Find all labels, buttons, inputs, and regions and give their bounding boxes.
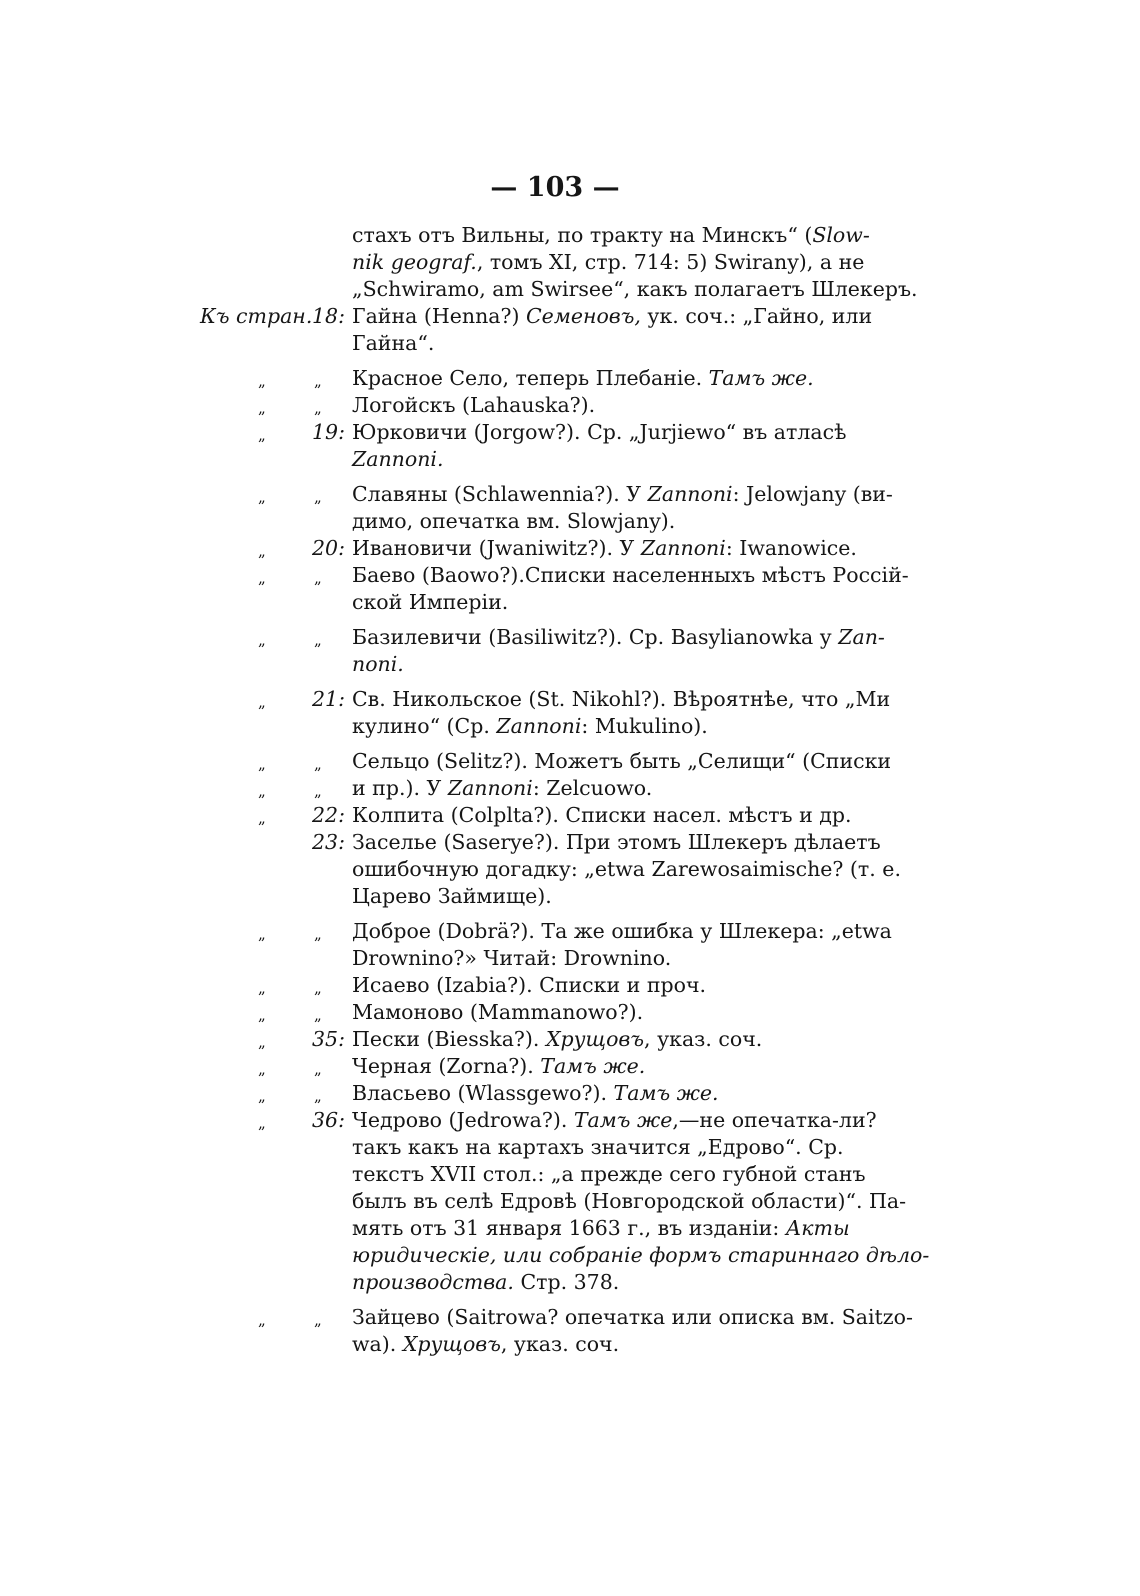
page-ref-number: 19: [312,420,345,444]
ditto-mark: „ [314,1087,322,1105]
ditto-mark: „ [258,1114,266,1132]
entry-text: Баево (Baowo?).Списки населенныхъ мѣстъ Россій- [352,563,909,587]
text-line [0,883,1140,910]
entry-line [0,999,1140,1026]
ditto-mark: „ [314,569,322,587]
ditto-mark: „ [314,755,322,773]
page-ref-label: Къ стран. [200,304,313,328]
ditto-mark: „ [314,399,322,417]
text-line [0,1269,1140,1296]
ditto-mark: „ [314,1311,322,1329]
text-line [0,713,1140,740]
text-line [0,1134,1140,1161]
line-text: „Schwiramo, am Swirsee“, какъ полагаетъ Шлекеръ. [352,277,918,301]
ditto-mark: „ [258,372,266,390]
entry-text: Исаево (Izabia?). Списки и проч. [352,973,707,997]
ditto-mark: „ [314,979,322,997]
entry-text: Логойскъ (Lahauska?). [352,393,596,417]
entry-line [0,419,1140,446]
text-line [0,1215,1140,1242]
text-line [0,945,1140,972]
entry-text: Чедрово (Jedrowa?). Тамъ же,—не опечатка-ли? [352,1108,877,1132]
text-line [0,1331,1140,1358]
page-ref-number: 22: [312,803,345,827]
entry-line [0,392,1140,419]
entry-line [0,624,1140,651]
entry-text: Св. Никольское (St. Nikohl?). Вѣроятнѣе, что „Ми [352,687,891,711]
text-line [0,446,1140,473]
text-line [0,222,1140,249]
page-number: — 103 — [490,172,620,203]
line-text: nik geograf., томъ XI, стр. 714: 5) Swirany), а не [352,250,865,274]
entry-text: Зайцево (Saitrowa? опечатка или описка вм. Saitzo- [352,1305,913,1329]
text-line [0,508,1140,535]
ditto-mark: „ [258,1033,266,1051]
ditto-mark: „ [258,1060,266,1078]
ditto-mark: „ [258,979,266,997]
ditto-mark: „ [258,755,266,773]
ditto-mark: „ [258,542,266,560]
ditto-mark: „ [258,693,266,711]
ditto-mark: „ [314,1006,322,1024]
entry-text: Юрковичи (Jorgow?). Ср. „Jurjiewo“ въ атласѣ [352,420,847,444]
ditto-mark: „ [258,782,266,800]
ditto-mark: „ [314,925,322,943]
entry-line [0,802,1140,829]
line-text: Гайна“. [352,331,435,355]
ditto-mark: „ [258,631,266,649]
entry-line [0,1026,1140,1053]
entry-text: Гайна (Henna?) Семеновъ, ук. соч.: „Гайно, или [352,304,873,328]
text-line [0,276,1140,303]
entry-line [0,481,1140,508]
line-text: юридическіе, или собраніе формъ стариннаго дѣло- [352,1243,930,1267]
line-text: ошибочную догадку: „etwa Zarewosaimische? (т. е. [352,857,901,881]
entry-line [0,562,1140,589]
ditto-mark: „ [258,1006,266,1024]
entry-text: Базилевичи (Basiliwitz?). Ср. Basylianowka у Zan- [352,625,885,649]
entry-text: Славяны (Schlawennia?). У Zannoni: Jelowjany (ви- [352,482,893,506]
line-text: былъ въ селѣ Едровѣ (Новгородской области)“. Па- [352,1189,907,1213]
line-text: стахъ отъ Вильны, по тракту на Минскъ“ (Slow- [352,223,870,247]
line-text: ской Имперіи. [352,590,509,614]
entry-text: Заселье (Saserye?). При этомъ Шлекеръ дѣлаетъ [352,830,881,854]
entry-line [0,972,1140,999]
entry-text: Доброе (Dobrä?). Та же ошибка у Шлекера: „etwa [352,919,892,943]
line-text: Drownino?» Читай: Drownino. [352,946,672,970]
entry-line [0,1080,1140,1107]
line-text: wa). Хрущовъ, указ. соч. [352,1332,620,1356]
entry-text: Колпита (Colplta?). Списки насел. мѣстъ и др. [352,803,852,827]
ditto-mark: „ [314,782,322,800]
line-text: Царево Займище). [352,884,552,908]
ditto-mark: „ [258,1087,266,1105]
entry-text: Ивановичи (Jwaniwitz?). У Zannoni: Iwanowice. [352,536,857,560]
entry-line [0,775,1140,802]
text-line [0,651,1140,678]
page-ref-number: 35: [312,1027,345,1051]
entry-text: Пески (Biesska?). Хрущовъ, указ. соч. [352,1027,763,1051]
ditto-mark: „ [258,426,266,444]
entry-text: Красное Село, теперь Плебаніе. Тамъ же. [352,366,814,390]
text-line [0,589,1140,616]
ditto-mark: „ [258,399,266,417]
page-ref-number: 21: [312,687,345,711]
page-ref-number: 18: [312,304,345,328]
ditto-mark: „ [258,569,266,587]
body-text [0,222,1140,1358]
line-text: кулино“ (Ср. Zannoni: Mukulino). [352,714,708,738]
text-line [0,249,1140,276]
line-text: димо, опечатка вм. Slowjany). [352,509,676,533]
ditto-mark: „ [258,1311,266,1329]
entry-line [0,686,1140,713]
text-line [0,1242,1140,1269]
entry-line [0,1304,1140,1331]
entry-line [0,1053,1140,1080]
page-ref-number: 20: [312,536,345,560]
ditto-mark: „ [314,631,322,649]
entry-line [0,918,1140,945]
text-line [0,856,1140,883]
page-ref-number: 36: [312,1108,345,1132]
ditto-mark: „ [258,809,266,827]
line-text: noni. [352,652,404,676]
page-ref-number: 23: [312,830,345,854]
entry-line [0,1107,1140,1134]
entry-text: Мамоново (Mammanowo?). [352,1000,644,1024]
entry-line [0,365,1140,392]
line-text: такъ какъ на картахъ значится „Едрово“. Ср. [352,1135,844,1159]
entry-text: Власьево (Wlassgewo?). Тамъ же. [352,1081,719,1105]
entry-line [0,829,1140,856]
line-text: текстъ XVII стол.: „а прежде сего губной станъ [352,1162,866,1186]
text-line [0,1161,1140,1188]
entry-text: Сельцо (Selitz?). Можетъ быть „Селищи“ (Списки [352,749,892,773]
ditto-mark: „ [258,488,266,506]
text-line [0,330,1140,357]
entry-line [0,535,1140,562]
entry-text: и пр.). У Zannoni: Zelcuowo. [352,776,653,800]
line-text: Zannoni. [352,447,444,471]
ditto-mark: „ [258,925,266,943]
ditto-mark: „ [314,488,322,506]
ditto-mark: „ [314,372,322,390]
entry-line [0,748,1140,775]
entry-text: Черная (Zorna?). Тамъ же. [352,1054,646,1078]
line-text: мять отъ 31 января 1663 г., въ изданіи: Акты [352,1216,850,1240]
entry-line [0,303,1140,330]
text-line [0,1188,1140,1215]
ditto-mark: „ [314,1060,322,1078]
line-text: производства. Стр. 378. [352,1270,620,1294]
